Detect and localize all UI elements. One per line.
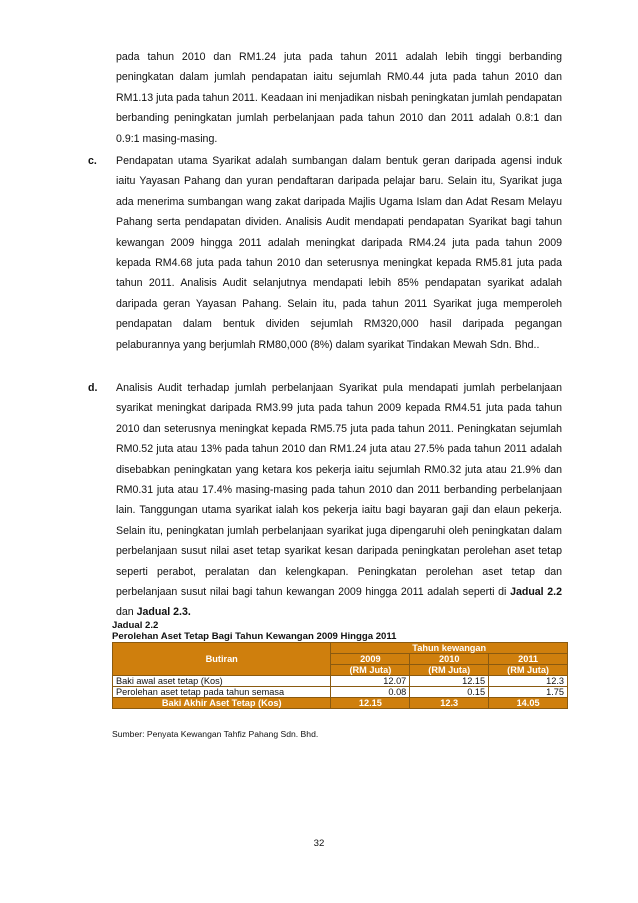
total-value: 12.3 xyxy=(410,698,489,709)
header-unit-2009: (RM Juta) xyxy=(331,665,410,676)
page-number: 32 xyxy=(313,838,325,849)
header-year-2010: 2010 xyxy=(410,654,489,665)
header-year-2011: 2011 xyxy=(489,654,568,665)
table-title: Perolehan Aset Tetap Bagi Tahun Kewangan 2009 Hingga 2011 xyxy=(112,631,397,642)
row-label: Perolehan aset tetap pada tahun semasa xyxy=(113,687,331,698)
header-year-2009: 2009 xyxy=(331,654,410,665)
table-total-row xyxy=(113,698,568,709)
cell-value: 0.15 xyxy=(410,687,489,698)
cell-value: 1.75 xyxy=(489,687,568,698)
cell-value: 0.08 xyxy=(331,687,410,698)
table-block xyxy=(112,620,572,709)
table-row xyxy=(113,676,568,687)
cell-value: 12.07 xyxy=(331,676,410,687)
header-butiran: Butiran xyxy=(113,643,331,676)
total-value: 14.05 xyxy=(489,698,568,709)
header-tahun-kewangan: Tahun kewangan xyxy=(331,643,568,654)
bullet-c-label: c. xyxy=(88,155,97,167)
cell-value: 12.15 xyxy=(410,676,489,687)
bullet-d-label: d. xyxy=(88,382,98,394)
paragraph-c: Pendapatan utama Syarikat adalah sumbangan dalam bentuk geran daripada agensi induk iaitu Yayasan Pahang dan yuran pendaftaran daripada pelajar baru. Selain itu, Syarikat juga ada menerima sumbangan wang zakat daripada Majlis Ugama Islam dan Adat Resam Melayu Pahang serta pendapatan dividen. Analisis Audit mendapati pendapatan Syarikat bagi tahun kewangan 2009 hingga 2011 adalah meningkat daripada RM4.24 juta pada tahun 2009 kepada RM4.68 juta pada tahun 2010 dan seterusnya meningkat kepada RM5.81 juta pada tahun 2011. Analisis Audit selanjutnya mendapati lebih 85% pendapatan syarikat adalah daripada geran Yayasan Pahang. Selain itu, pada tahun 2011 Syarikat juga memperoleh pendapatan dalam bentuk dividen sejumlah RM320,000 hasil daripada pegangan pelaburannya yang berjumlah RM80,000 (8%) dalam syarikat Tindakan Mewah Sdn. Bhd.. xyxy=(116,155,562,351)
table-ref-2-3: Jadual 2.3. xyxy=(136,606,191,619)
table-label: Jadual 2.2 xyxy=(112,620,159,631)
header-unit-2011: (RM Juta) xyxy=(489,665,568,676)
row-label: Baki awal aset tetap (Kos) xyxy=(113,676,331,687)
table-ref-2-2: Jadual 2.2 xyxy=(510,586,562,599)
table-row xyxy=(113,687,568,698)
paragraph-d-text: Analisis Audit terhadap jumlah perbelanjaan Syarikat pula mendapati jumlah perbelanjaan syarikat meningkat daripada RM3.99 juta pada tahun 2009 kepada RM4.51 juta pada tahun 2010 dan seterusnya meningkat kepada RM5.75 juta pada tahun 2011. Peningkatan sejumlah RM0.52 juta atau 13% pada tahun 2010 dan RM1.24 juta atau 27.5% pada tahun 2011 adalah disebabkan peningkatan yang ketara kos pekerja iaitu sejumlah RM0.32 juta atau 21.9% dan RM0.31 juta atau 17.4% masing-masing pada tahun 2010 dan 2011 berbanding perbelanjaan lain. Tanggungan utama syarikat ialah kos pekerja iaitu bagi bayaran gaji dan elaun pekerja. Selain itu, peningkatan jumlah perbelanjaan syarikat juga dipengaruhi oleh peningkatan dalam perbelanjaan susut nilai aset tetap syarikat kesan daripada peningkatan perolehan aset tetap seperti perabot, peralatan dan kelengkapan. Peningkatan perolehan aset tetap dan perbelanjaan susut nilai bagi tahun kewangan 2009 hingga 2011 adalah seperti di xyxy=(116,382,562,599)
table-source: Sumber: Penyata Kewangan Tahfiz Pahang Sdn. Bhd. xyxy=(112,729,319,739)
header-unit-2010: (RM Juta) xyxy=(410,665,489,676)
fixed-asset-table xyxy=(112,642,568,709)
paragraph-continuation: pada tahun 2010 dan RM1.24 juta pada tahun 2011 adalah lebih tinggi berbanding peningkatan dalam jumlah pendapatan iaitu sejumlah RM0.44 juta pada tahun 2010 dan RM1.13 juta pada tahun 2011. Keadaan ini menjadikan nisbah peningkatan jumlah pendapatan berbanding peningkatan jumlah perbelanjaan pada tahun 2010 dan 2011 adalah 0.8:1 dan 0.9:1 masing-masing. xyxy=(116,51,562,145)
cell-value: 12.3 xyxy=(489,676,568,687)
total-value: 12.15 xyxy=(331,698,410,709)
paragraph-d-and: dan xyxy=(116,606,134,619)
paragraph-d xyxy=(116,378,562,623)
total-label: Baki Akhir Aset Tetap (Kos) xyxy=(113,698,331,709)
